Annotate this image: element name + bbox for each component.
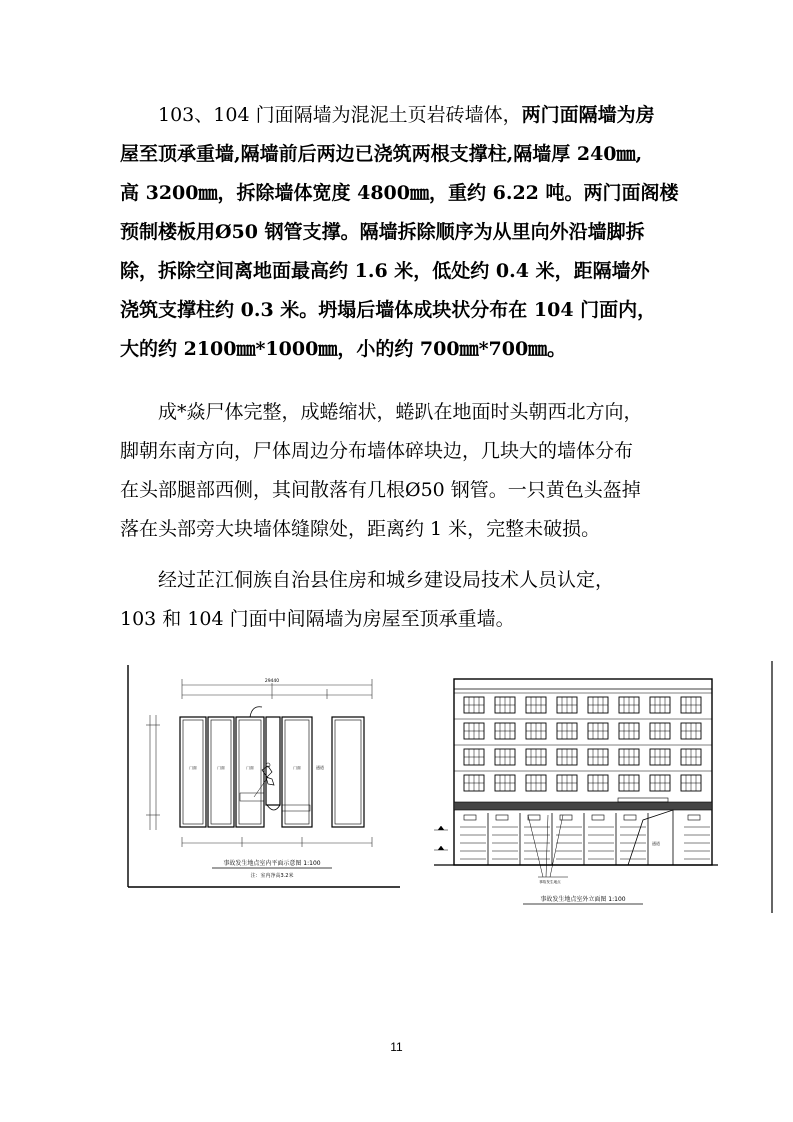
elevation-annotation: 事故发生地点 xyxy=(539,880,561,884)
paragraph-1-bold-text: 两门面隔墙为房 xyxy=(521,104,655,126)
window xyxy=(588,697,608,713)
window xyxy=(619,697,639,713)
elevation-figure xyxy=(418,655,778,915)
paragraph-3-line-1: 经过芷江侗族自治县住房和城乡建设局技术人员认定， xyxy=(158,569,615,591)
window xyxy=(557,723,577,739)
window xyxy=(495,749,515,765)
plan-room-label-4: 门面 xyxy=(293,766,301,770)
plan-caption: 事故发生地点室内平面示意图 1:100 xyxy=(223,860,321,867)
plan-room-label-1: 门面 xyxy=(189,766,197,770)
window xyxy=(557,775,577,791)
paragraph-1-line-1 xyxy=(120,96,700,135)
shop-door xyxy=(620,813,648,865)
paragraph-1-line-5: 除，拆除空间离地面最高约 1.6 米，低处约 0.4 米，距隔墙外 xyxy=(120,260,650,282)
floor-plan-figure xyxy=(122,665,402,890)
paragraph-3 xyxy=(120,561,700,639)
paragraph-1-normal-text: 103、104 门面隔墙为混泥土页岩砖墙体， xyxy=(158,104,522,126)
window xyxy=(464,775,484,791)
plan-subcaption: 注：室内净高3.2米 xyxy=(250,873,294,879)
shop-door xyxy=(684,813,712,865)
window xyxy=(650,749,670,765)
plan-room-label-2: 门面 xyxy=(217,766,225,770)
window xyxy=(650,697,670,713)
window xyxy=(588,723,608,739)
window xyxy=(495,723,515,739)
window xyxy=(681,775,701,791)
shop-door xyxy=(460,813,488,865)
shop-door xyxy=(492,813,520,865)
paragraph-2-line-3: 在头部腿部西侧，其间散落有几根Ø50 钢管。一只黄色头盔掉 xyxy=(120,479,641,501)
elevation-caption: 事故发生地点室外立面图 1:100 xyxy=(540,896,626,903)
window xyxy=(526,723,546,739)
plan-room-label-5: 通道 xyxy=(316,765,324,770)
window xyxy=(557,697,577,713)
window xyxy=(495,697,515,713)
window xyxy=(619,775,639,791)
paragraph-2-line-2: 脚朝东南方向，尸体周边分布墙体碎块边，几块大的墙体分布 xyxy=(120,440,634,462)
window xyxy=(557,749,577,765)
elevation-door-label: 通道 xyxy=(652,841,660,846)
window xyxy=(588,775,608,791)
window xyxy=(681,723,701,739)
window xyxy=(526,749,546,765)
shop-door xyxy=(556,813,584,865)
shop-door xyxy=(588,813,616,865)
paragraph-1 xyxy=(120,96,700,369)
window xyxy=(681,749,701,765)
paragraph-1-line-6: 浇筑支撑柱约 0.3 米。坍塌后墙体成块状分布在 104 门面内， xyxy=(120,299,657,321)
window xyxy=(619,723,639,739)
window xyxy=(464,723,484,739)
window xyxy=(526,697,546,713)
window xyxy=(650,723,670,739)
paragraph-2 xyxy=(120,393,700,549)
window xyxy=(464,697,484,713)
paragraph-1-line-4: 预制楼板用Ø50 钢管支撑。隔墙拆除顺序为从里向外沿墙脚拆 xyxy=(120,221,645,243)
page-number: 11 xyxy=(390,1040,403,1054)
plan-room-label-3: 门面 xyxy=(246,766,254,770)
window xyxy=(588,749,608,765)
window xyxy=(495,775,515,791)
paragraph-1-line-7: 大的约 2100㎜*1000㎜，小的约 700㎜*700㎜。 xyxy=(120,338,567,360)
paragraph-3-line-2: 103 和 104 门面中间隔墙为房屋至顶承重墙。 xyxy=(120,608,515,630)
paragraph-1-line-3: 高 3200㎜，拆除墙体宽度 4800㎜，重约 6.22 吨。两门面阁楼 xyxy=(120,182,679,204)
plan-top-dimension: 29440 xyxy=(264,679,280,684)
window xyxy=(619,749,639,765)
window xyxy=(681,697,701,713)
paragraph-1-line-2: 屋至顶承重墙,隔墙前后两边已浇筑两根支撑柱,隔墙厚 240㎜, xyxy=(120,143,643,165)
paragraph-2-line-4: 落在头部旁大块墙体缝隙处，距离约 1 米，完整未破损。 xyxy=(120,518,601,540)
window xyxy=(464,749,484,765)
paragraph-2-line-1: 成*焱尸体完整，成蜷缩状，蜷趴在地面时头朝西北方向， xyxy=(158,401,643,423)
window xyxy=(650,775,670,791)
window xyxy=(526,775,546,791)
